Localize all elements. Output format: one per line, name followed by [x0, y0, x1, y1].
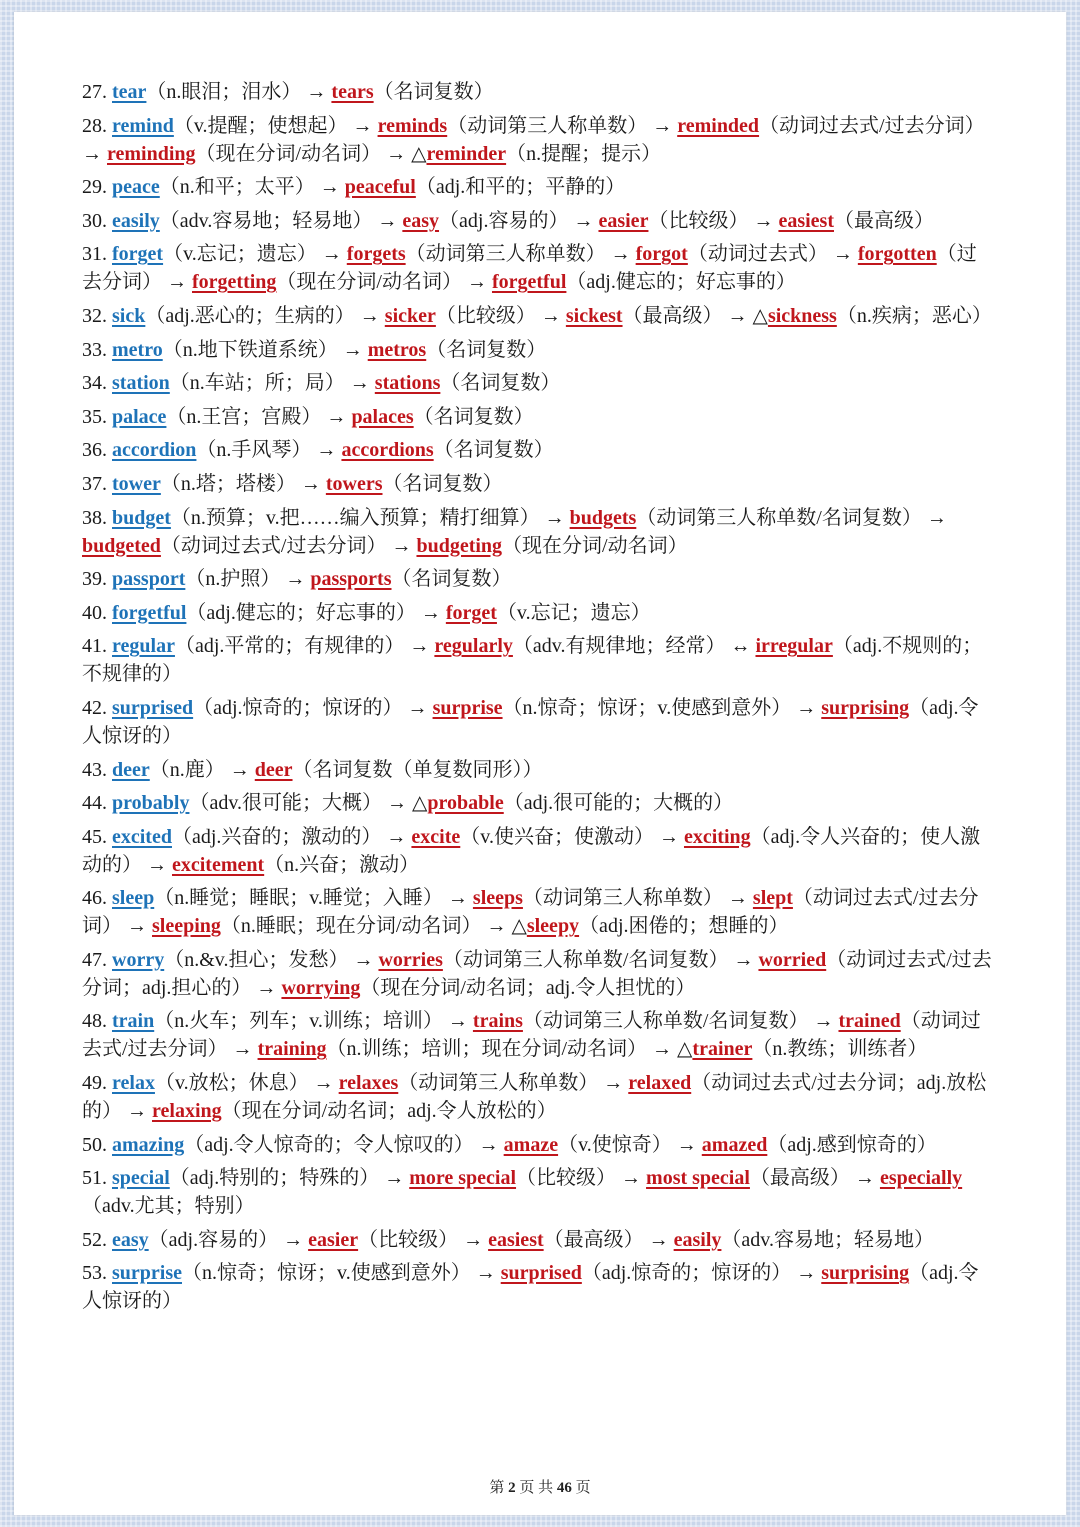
definition-text: （adj.平常的；有规律的） → [174, 635, 435, 658]
derived-word: sleeping [152, 915, 221, 938]
derived-word: relaxes [338, 1072, 399, 1095]
headword: special [112, 1167, 170, 1190]
derived-word: forgetful [491, 271, 567, 294]
derived-word: towers [325, 472, 383, 495]
vocab-entry [82, 336, 992, 364]
headword: easily [112, 209, 160, 232]
definition-text: （现在分词/动名词；adj.令人担忧的） [360, 976, 696, 999]
vocab-entry [82, 504, 992, 560]
headword: forgetful [112, 601, 187, 624]
definition-text: （名词复数） [391, 568, 512, 591]
vocab-entry [82, 946, 992, 1002]
entry-number: 44. [82, 792, 107, 815]
definition-text: （v.使惊奇） → [558, 1133, 702, 1156]
definition-text: （adj.惊奇的；惊讶的） → [581, 1262, 822, 1285]
derived-word: budgets [569, 506, 637, 529]
entry-number: 28. [82, 114, 107, 137]
derived-word: sickest [565, 304, 623, 327]
definition-text: （adj.容易的） → [439, 209, 599, 232]
headword: forget [112, 243, 164, 266]
definition-text: （比较级） → [516, 1167, 647, 1190]
definition-text: （动词过去式/过去分词） → [82, 1010, 981, 1061]
derived-word: easier [598, 209, 649, 232]
definition-text: （n.塔；塔楼） → [160, 472, 326, 495]
definition-text: （n.睡觉；睡眠；v.睡觉；入睡） → [154, 887, 473, 910]
footer-page-number: 2 [508, 1480, 516, 1496]
headword: budget [112, 506, 171, 529]
document-page [14, 12, 1066, 1515]
definition-text: （adj.健忘的；好忘事的） → [186, 601, 446, 624]
derived-word: forgotten [857, 243, 937, 266]
definition-text: （adv.容易地；轻易地） → [159, 209, 403, 232]
headword: station [112, 372, 170, 395]
derived-word: surprising [821, 696, 910, 719]
headword: worry [112, 948, 165, 971]
derived-word: budgeted [82, 534, 161, 557]
vocab-entry [82, 302, 992, 330]
headword: tower [112, 472, 161, 495]
headword: peace [112, 176, 160, 199]
definition-text: （比较级） → [435, 304, 566, 327]
headword: tear [112, 81, 147, 103]
definition-text: （最高级） → △ [622, 304, 768, 327]
definition-text: （名词复数） [440, 372, 561, 395]
headword: passport [112, 568, 186, 591]
definition-text: （adj.不规则的；不规律的） [82, 635, 983, 686]
definition-text: （现在分词/动名词） [502, 534, 688, 557]
headword: train [112, 1010, 155, 1033]
definition-text: （名词复数） [433, 439, 554, 462]
entry-number: 50. [82, 1133, 107, 1156]
entry-number: 33. [82, 338, 107, 361]
definition-text: （n.教练；训练者） [752, 1038, 928, 1061]
definition-text: （v.提醒；使想起） → [173, 114, 378, 137]
entry-number: 49. [82, 1072, 107, 1095]
vocab-entry [82, 112, 992, 168]
definition-text: （动词过去式/过去分词） → [160, 534, 417, 557]
definition-text: （v.使兴奋；使激动） → [460, 825, 684, 848]
definition-text: （n.眼泪；泪水） → [146, 81, 332, 103]
definition-text: （n.和平；太平） → [159, 176, 345, 199]
headword: surprise [112, 1262, 182, 1285]
derived-word: forgets [346, 243, 406, 266]
derived-word: trains [472, 1010, 523, 1033]
derived-word: budgeting [416, 534, 503, 557]
definition-text: （n.手风琴） → [196, 439, 342, 462]
vocab-entry [82, 207, 992, 235]
definition-text: （n.惊奇；惊讶；v.使感到意外） → [182, 1262, 501, 1285]
vocab-entry [82, 173, 992, 201]
derived-word: relaxing [152, 1100, 222, 1123]
definition-text: （n.兴奋；激动） [264, 853, 420, 876]
definition-text: （比较级） → [358, 1228, 489, 1251]
derived-word: sicker [384, 304, 436, 327]
vocab-entry [82, 1007, 992, 1063]
definition-text: （adj.和平的；平静的） [415, 176, 626, 199]
definition-text: （最高级） → [543, 1228, 674, 1251]
derived-word: stations [374, 372, 441, 395]
derived-word: slept [752, 887, 793, 910]
definition-text: （n.鹿） → [149, 758, 255, 781]
definition-text: （n.惊奇；惊讶；v.使感到意外） → [502, 696, 822, 719]
headword: probably [112, 792, 190, 815]
entry-number: 31. [82, 243, 107, 266]
definition-text: （动词过去式/过去分词；adj.放松的） → [82, 1072, 987, 1123]
definition-text: （n.火车；列车；v.训练；培训） → [154, 1010, 473, 1033]
derived-word: surprised [500, 1262, 582, 1285]
derived-word: more special [409, 1167, 517, 1190]
footer-page-suffix: 页 [575, 1480, 591, 1496]
definition-text: （最高级） [834, 209, 934, 232]
vocab-entry [82, 78, 992, 106]
vocab-entry [82, 1226, 992, 1254]
headword: deer [112, 758, 150, 781]
entry-number: 41. [82, 635, 107, 658]
derived-word: sickness [767, 304, 837, 327]
vocab-entry [82, 240, 992, 296]
definition-text: （adj.令人惊讶的） [82, 1262, 979, 1313]
definition-text: （adj.困倦的；想睡的） [579, 915, 789, 938]
definition-text: （名词复数） [382, 472, 503, 495]
definition-text: （adj.惊奇的；惊讶的） → [193, 696, 433, 719]
entry-number: 32. [82, 304, 107, 327]
definition-text: （动词第三人称单数/名词复数） → [636, 506, 947, 529]
footer-page-prefix: 第 [489, 1480, 505, 1496]
headword: amazing [112, 1133, 185, 1156]
headword: sleep [112, 887, 155, 910]
headword: regular [112, 635, 175, 658]
page-footer [14, 1476, 1066, 1497]
derived-word: most special [646, 1167, 750, 1190]
entry-number: 30. [82, 209, 107, 232]
definition-text: （v.忘记；遗忘） → [163, 243, 347, 266]
vocab-entry [82, 403, 992, 431]
definition-text: （动词第三人称单数/名词复数） → [522, 1010, 839, 1033]
headword: accordion [112, 439, 197, 462]
definition-text: （过去分词） → [82, 243, 977, 294]
derived-word: trainer [692, 1038, 753, 1061]
derived-word: reminds [377, 114, 448, 137]
derived-word: reminder [426, 142, 507, 165]
definition-text: （adj.兴奋的；激动的） → [171, 825, 412, 848]
derived-word: regularly [434, 635, 513, 658]
vocab-entry [82, 1164, 992, 1220]
derived-word: deer [254, 758, 293, 781]
definition-text: （adj.容易的） → [148, 1228, 309, 1251]
definition-text: （adj.特别的；特殊的） → [169, 1167, 410, 1190]
vocab-entry [82, 694, 992, 750]
derived-word: amazed [701, 1133, 768, 1156]
derived-word: probable [427, 792, 504, 815]
definition-text: （现在分词/动名词） → [276, 271, 492, 294]
definition-text: （比较级） → [648, 209, 779, 232]
derived-word: relaxed [628, 1072, 692, 1095]
headword: metro [112, 338, 163, 361]
vocab-entry [82, 369, 992, 397]
definition-text: （v.放松；休息） → [154, 1072, 339, 1095]
derived-word: easier [308, 1228, 359, 1251]
definition-text: （n.预算；v.把……编入预算；精打细算） → [170, 506, 570, 529]
derived-word: especially [879, 1167, 963, 1190]
entry-number: 51. [82, 1167, 107, 1190]
definition-text: （现在分词/动名词；adj.令人放松的） [221, 1100, 557, 1123]
headword: relax [112, 1072, 155, 1095]
definition-text: （动词过去式/过去分词） → [82, 114, 985, 165]
entry-number: 43. [82, 758, 107, 781]
definition-text: （adj.令人惊奇的；令人惊叹的） → [184, 1133, 504, 1156]
derived-word: tears [331, 81, 374, 103]
footer-page-total: 46 [556, 1480, 572, 1496]
derived-word: excite [411, 825, 461, 848]
derived-word: sleepy [526, 915, 580, 938]
definition-text: （n.&v.担心；发愁） → [164, 948, 379, 971]
derived-word: trained [838, 1010, 901, 1033]
definition-text: （adv.很可能；大概） → △ [189, 792, 428, 815]
headword: excited [112, 825, 172, 848]
definition-text: （动词第三人称单数） → [405, 243, 636, 266]
vocab-entry [82, 789, 992, 817]
entry-number: 42. [82, 696, 107, 719]
definition-text: （adj.很可能的；大概的） [503, 792, 734, 815]
vocab-entry [82, 823, 992, 879]
definition-text: （现在分词/动名词） → △ [195, 142, 427, 165]
derived-word: surprising [821, 1262, 910, 1285]
definition-text: （动词第三人称单数） → [522, 887, 753, 910]
definition-text: （名词复数（单复数同形）） [292, 758, 543, 781]
vocab-entry [82, 756, 992, 784]
definition-text: （动词第三人称单数/名词复数） → [442, 948, 759, 971]
headword: sick [112, 304, 146, 327]
derived-word: metros [367, 338, 427, 361]
derived-word: worried [758, 948, 827, 971]
definition-text: （v.忘记；遗忘） [496, 601, 651, 624]
definition-text: （n.护照） → [185, 568, 311, 591]
definition-text: （adv.尤其；特别） [82, 1195, 255, 1218]
derived-word: peaceful [344, 176, 416, 199]
derived-word: easiest [778, 209, 834, 232]
definition-text: （名词复数） [373, 81, 494, 103]
derived-word: reminding [107, 142, 196, 165]
definition-text: （动词过去式） → [687, 243, 858, 266]
derived-word: reminded [677, 114, 760, 137]
definition-text: （n.疾病；恶心） [836, 304, 992, 327]
vocab-entry [82, 1069, 992, 1125]
vocab-entry [82, 436, 992, 464]
definition-text: （n.地下铁道系统） → [162, 338, 368, 361]
vocab-entry [82, 565, 992, 593]
definition-text: （adj.恶心的；生病的） → [145, 304, 385, 327]
entry-number: 37. [82, 472, 107, 495]
entry-number: 38. [82, 506, 107, 529]
derived-word: palaces [351, 405, 414, 428]
derived-word: easily [673, 1228, 722, 1251]
entry-number: 52. [82, 1228, 107, 1251]
definition-text: （动词第三人称单数） → [447, 114, 678, 137]
derived-word: exciting [683, 825, 751, 848]
entry-number: 35. [82, 405, 107, 428]
derived-word: surprise [432, 696, 503, 719]
entry-number: 39. [82, 568, 107, 591]
derived-word: worrying [281, 976, 361, 999]
definition-text: （n.王宫；宫殿） → [166, 405, 352, 428]
entry-number: 48. [82, 1010, 107, 1033]
derived-word: easiest [488, 1228, 544, 1251]
derived-word: training [257, 1038, 327, 1061]
entry-number: 34. [82, 372, 107, 395]
definition-text: （adj.令人惊讶的） [82, 696, 979, 747]
definition-text: （adj.健忘的；好忘事的） [566, 271, 796, 294]
derived-word: excitement [172, 853, 265, 876]
definition-text: （n.车站；所；局） → [169, 372, 375, 395]
derived-word: accordions [341, 439, 434, 462]
derived-word: worries [378, 948, 443, 971]
definition-text: （n.提醒；提示） [506, 142, 662, 165]
entry-number: 45. [82, 825, 107, 848]
entry-number: 27. [82, 81, 107, 103]
definition-text: （n.睡眠；现在分词/动名词） → △ [220, 915, 527, 938]
definition-text: （adv.容易地；轻易地） [721, 1228, 934, 1251]
definition-text: （adv.有规律地；经常） ↔ [512, 635, 756, 658]
definition-text: （动词过去式/过去分词） → [82, 887, 979, 938]
headword: surprised [112, 696, 194, 719]
entry-number: 29. [82, 176, 107, 199]
vocab-entry [82, 1259, 992, 1315]
entry-number: 36. [82, 439, 107, 462]
definition-text: （adj.令人兴奋的；使人激动的） → [82, 825, 981, 876]
derived-word: amaze [503, 1133, 559, 1156]
derived-word: forget [445, 601, 497, 624]
derived-word: forgetting [192, 271, 277, 294]
definition-text: （n.训练；培训；现在分词/动名词） → △ [326, 1038, 693, 1061]
vocabulary-list [82, 78, 992, 1321]
definition-text: （名词复数） [426, 338, 547, 361]
definition-text: （adj.感到惊奇的） [767, 1133, 937, 1156]
derived-word: sleeps [472, 887, 523, 910]
entry-number: 46. [82, 887, 107, 910]
entry-number: 47. [82, 948, 107, 971]
definition-text: （名词复数） [413, 405, 534, 428]
footer-page-mid: 页 共 [519, 1480, 554, 1496]
vocab-entry [82, 1131, 992, 1159]
entry-number: 40. [82, 601, 107, 624]
headword: palace [112, 405, 167, 428]
vocab-entry [82, 632, 992, 688]
derived-word: passports [310, 568, 392, 591]
headword: easy [112, 1228, 149, 1251]
definition-text: （最高级） → [749, 1167, 880, 1190]
definition-text: （动词第三人称单数） → [398, 1072, 629, 1095]
derived-word: irregular [755, 635, 833, 658]
derived-word: easy [402, 209, 440, 232]
vocab-entry [82, 470, 992, 498]
vocab-entry [82, 884, 992, 940]
derived-word: forgot [635, 243, 688, 266]
vocab-entry [82, 599, 992, 627]
headword: remind [112, 114, 174, 137]
entry-number: 53. [82, 1262, 107, 1285]
definition-text: （动词过去式/过去分词；adj.担心的） → [82, 948, 992, 999]
